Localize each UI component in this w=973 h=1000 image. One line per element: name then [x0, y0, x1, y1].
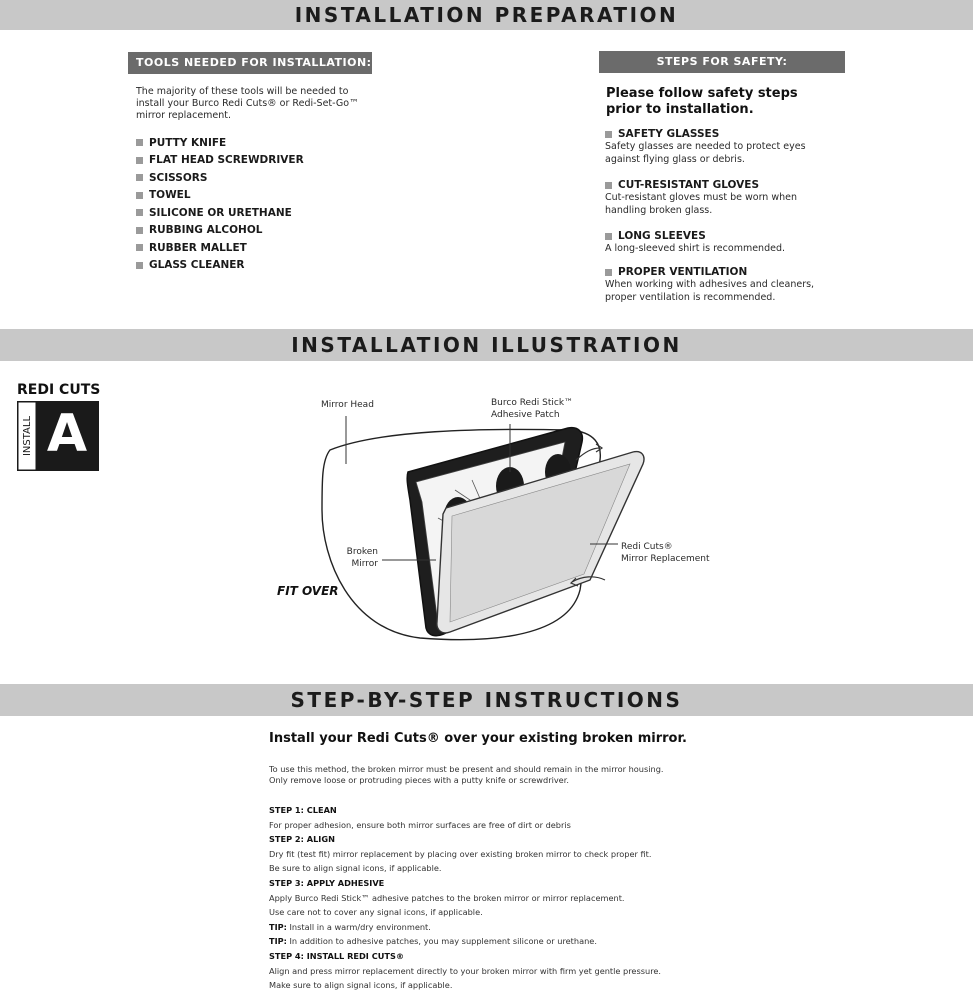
- tools-intro: [136, 86, 376, 122]
- tip-text: In addition to adhesive patches, you may supplement silicone or urethane.: [286, 936, 597, 947]
- label-replacement-line: Redi Cuts®: [621, 542, 673, 552]
- bullet-square-icon: [136, 192, 143, 199]
- mirror-drawing-icon: [260, 390, 730, 650]
- tool-item: [136, 257, 304, 275]
- safety-item-text: handling broken glass.: [605, 205, 713, 216]
- bullet-square-icon: [136, 244, 143, 251]
- instructions-body: [269, 803, 769, 993]
- instruction-line: Apply Burco Redi Stick™ adhesive patches to the broken mirror or mirror replacement.: [269, 892, 625, 903]
- label-broken-line: Broken: [346, 547, 378, 557]
- tool-item-label: RUBBING ALCOHOL: [149, 224, 263, 237]
- tip-label: TIP:: [269, 921, 287, 932]
- safety-lead-line: prior to installation.: [606, 102, 754, 117]
- tool-item: [136, 152, 304, 170]
- bullet-square-icon: [605, 233, 612, 240]
- tool-item: [136, 204, 304, 222]
- label-adhesive-line: Adhesive Patch: [491, 410, 560, 420]
- install-letter: A: [46, 404, 88, 464]
- instruction-line: Be sure to align signal icons, if applicable.: [269, 863, 442, 874]
- mirror-illustration: [260, 390, 730, 650]
- step-heading: STEP 3: APPLY ADHESIVE: [269, 877, 385, 888]
- tool-item-label: FLAT HEAD SCREWDRIVER: [149, 154, 304, 167]
- instruction-line: Make sure to align signal icons, if applicable.: [269, 980, 453, 991]
- tool-item: [136, 169, 304, 187]
- method-label: FIT OVER: [277, 584, 339, 598]
- tool-item-label: RUBBER MALLET: [149, 241, 247, 254]
- safety-lead: [606, 86, 836, 118]
- section-header-illustration: INSTALLATION ILLUSTRATION: [0, 329, 973, 361]
- instruction-tip: [269, 920, 769, 935]
- safety-lead-line: Please follow safety steps: [606, 86, 798, 101]
- tool-item-label: GLASS CLEANER: [149, 259, 245, 272]
- tool-item: [136, 187, 304, 205]
- safety-item-title: CUT-RESISTANT GLOVES: [618, 179, 760, 191]
- instruction-line: Use care not to cover any signal icons, if applicable.: [269, 907, 483, 918]
- section-header-instructions: STEP-BY-STEP INSTRUCTIONS: [0, 684, 973, 716]
- bullet-square-icon: [136, 139, 143, 146]
- instruction-tip: [269, 934, 769, 949]
- safety-item: [605, 128, 845, 166]
- step-heading: STEP 2: ALIGN: [269, 834, 335, 845]
- bullet-square-icon: [605, 131, 612, 138]
- safety-item-text: Cut-resistant gloves must be worn when: [605, 192, 797, 203]
- tools-list: [136, 134, 304, 274]
- bullet-square-icon: [605, 182, 612, 189]
- tool-item-label: PUTTY KNIFE: [149, 136, 227, 149]
- tip-text: Install in a warm/dry environment.: [286, 921, 431, 932]
- intro-line: To use this method, the broken mirror must be present and should remain in the mirror housing.: [269, 764, 664, 774]
- install-a-badge-icon: [17, 401, 99, 471]
- step-heading: STEP 4: INSTALL REDI CUTS®: [269, 950, 405, 961]
- bullet-square-icon: [136, 262, 143, 269]
- safety-item-text: proper ventilation is recommended.: [605, 292, 776, 303]
- bullet-square-icon: [605, 269, 612, 276]
- safety-item-title: PROPER VENTILATION: [618, 266, 748, 278]
- safety-item-title: LONG SLEEVES: [618, 230, 706, 242]
- tools-heading: TOOLS NEEDED FOR INSTALLATION:: [128, 52, 372, 74]
- label-adhesive-line: Burco Redi Stick™: [491, 398, 574, 408]
- tool-item-label: TOWEL: [149, 189, 191, 202]
- step-heading: STEP 1: CLEAN: [269, 805, 337, 815]
- tools-intro-line: install your Burco Redi Cuts® or Redi-Set-Go™: [136, 98, 359, 109]
- tool-item-label: SCISSORS: [149, 171, 208, 184]
- install-word: INSTALL: [22, 415, 33, 457]
- instruction-line: For proper adhesion, ensure both mirror surfaces are free of dirt or debris: [269, 819, 571, 830]
- bullet-square-icon: [136, 227, 143, 234]
- label-replacement: [621, 541, 710, 565]
- label-mirror-head: Mirror Head: [321, 400, 374, 410]
- tip-label: TIP:: [269, 936, 287, 947]
- label-adhesive-patch: [491, 397, 573, 421]
- safety-item-title: SAFETY GLASSES: [618, 128, 720, 140]
- safety-heading: STEPS FOR SAFETY:: [599, 51, 845, 73]
- tool-item: [136, 222, 304, 240]
- safety-item-text: When working with adhesives and cleaners,: [605, 279, 815, 290]
- intro-line: Only remove loose or protruding pieces with a putty knife or screwdriver.: [269, 775, 569, 785]
- product-label: REDI CUTS: [17, 382, 101, 398]
- bullet-square-icon: [136, 209, 143, 216]
- safety-item: [605, 230, 845, 255]
- instruction-line: Align and press mirror replacement directly to your broken mirror with firm yet gentle pressure.: [269, 965, 662, 976]
- tool-item: [136, 134, 304, 152]
- bullet-square-icon: [136, 174, 143, 181]
- instructions-title: Install your Redi Cuts® over your existing broken mirror.: [269, 731, 687, 746]
- section-header-preparation: INSTALLATION PREPARATION: [0, 0, 973, 30]
- bullet-square-icon: [136, 157, 143, 164]
- label-broken-mirror: [346, 546, 378, 570]
- instruction-line: Dry fit (test fit) mirror replacement by placing over existing broken mirror to check proper fit.: [269, 848, 652, 859]
- safety-item-text: against flying glass or debris.: [605, 154, 745, 165]
- instructions-intro: [269, 764, 729, 786]
- tools-intro-line: The majority of these tools will be needed to: [136, 86, 349, 97]
- label-replacement-line: Mirror Replacement: [621, 554, 710, 564]
- tool-item: [136, 239, 304, 257]
- safety-item-text: A long-sleeved shirt is recommended.: [605, 243, 785, 254]
- safety-item-text: Safety glasses are needed to protect eyes: [605, 141, 806, 152]
- safety-item: [605, 179, 845, 217]
- safety-item: [605, 266, 845, 304]
- tools-intro-line: mirror replacement.: [136, 110, 232, 121]
- tool-item-label: SILICONE OR URETHANE: [149, 206, 292, 219]
- label-broken-line: Mirror: [351, 559, 378, 569]
